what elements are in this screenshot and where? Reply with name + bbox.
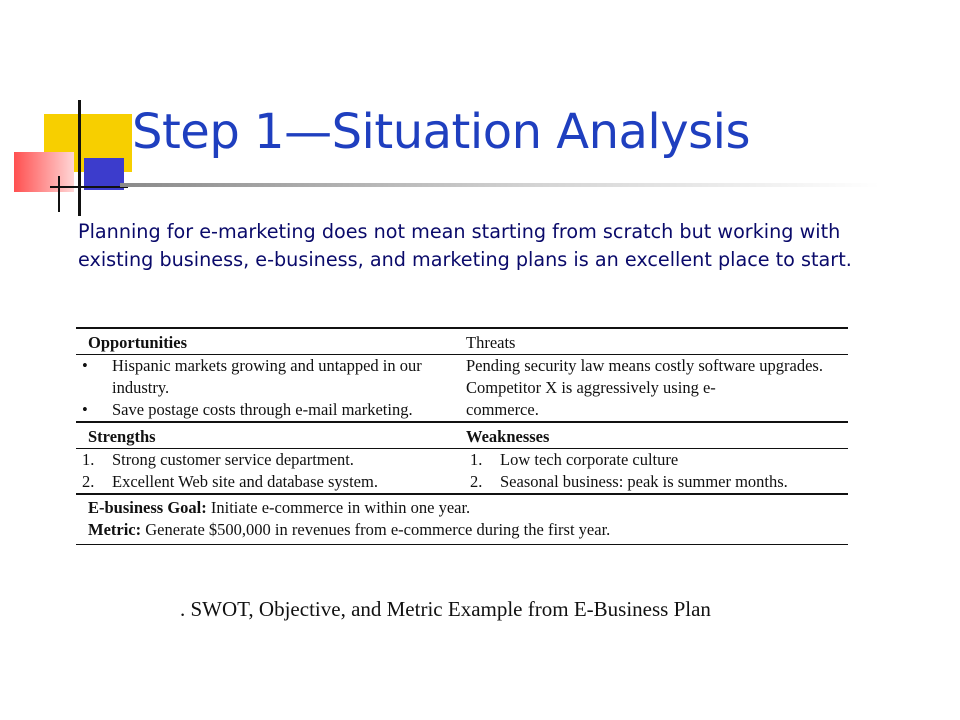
metric-text: Generate $500,000 in revenues from e-commerce during the first year. (145, 520, 611, 539)
goal-label: E-business Goal: (88, 498, 207, 517)
weaknesses-list (464, 449, 848, 493)
weaknesses-cell (464, 423, 848, 448)
slide-title: Step 1—Situation Analysis (132, 104, 751, 160)
strength-text: Excellent Web site and database system. (112, 472, 378, 491)
metric-line (88, 519, 848, 541)
strengths-header: Strengths (88, 427, 156, 446)
number-marker: 2. (82, 472, 95, 491)
strengths-list (76, 449, 464, 493)
opportunity-text: Save postage costs through e-mail marketing. (112, 400, 413, 419)
weakness-text: Low tech corporate culture (500, 450, 679, 469)
strengths-cell (76, 423, 464, 448)
threats-cell (464, 329, 848, 354)
goal-text: Initiate e-commerce in within one year. (210, 498, 471, 517)
threats-header: Threats (466, 333, 516, 352)
intro-paragraph: Planning for e-marketing does not mean starting from scratch but working with existing business, e-business, and marketing plans is an excellent place to start. (78, 220, 852, 271)
list-item (464, 449, 848, 471)
number-marker: 1. (82, 450, 95, 469)
figure-caption: . SWOT, Objective, and Metric Example from E-Business Plan (180, 597, 711, 621)
table-bottom-rule (76, 544, 848, 545)
weakness-text: Seasonal business: peak is summer months. (500, 472, 788, 491)
opportunity-text: Hispanic markets growing and untapped in our industry. (112, 356, 422, 397)
list-item (76, 399, 464, 421)
bullet-marker: • (82, 356, 88, 375)
swot-row-strengths-weaknesses-items (76, 449, 848, 493)
weaknesses-header: Weaknesses (466, 427, 550, 446)
decorative-horizontal-line (50, 186, 128, 188)
swot-row-strengths-weaknesses (76, 423, 848, 448)
list-item (76, 449, 464, 471)
goal-metric-block (76, 495, 848, 544)
list-item (76, 471, 464, 493)
bullet-marker: • (82, 400, 88, 419)
opportunities-cell (76, 329, 464, 354)
number-marker: 2. (470, 472, 483, 491)
swot-table (76, 327, 848, 545)
threats-list (464, 355, 848, 421)
goal-line (88, 497, 848, 519)
title-underline-rule (120, 183, 880, 187)
threat-text: Competitor X is aggressively using e-commerce. (466, 378, 716, 419)
threat-text: Pending security law means costly software upgrades. (466, 356, 823, 375)
list-item (464, 471, 848, 493)
swot-row-opportunities-threats (76, 329, 848, 354)
opportunities-list (76, 355, 464, 421)
decorative-vertical-line-short (58, 176, 60, 212)
decorative-vertical-line (78, 100, 81, 216)
number-marker: 1. (470, 450, 483, 469)
swot-row-opportunities-threats-items (76, 355, 848, 421)
list-item (76, 355, 464, 399)
opportunities-header: Opportunities (88, 333, 188, 352)
metric-label: Metric: (88, 520, 142, 539)
strength-text: Strong customer service department. (112, 450, 354, 469)
